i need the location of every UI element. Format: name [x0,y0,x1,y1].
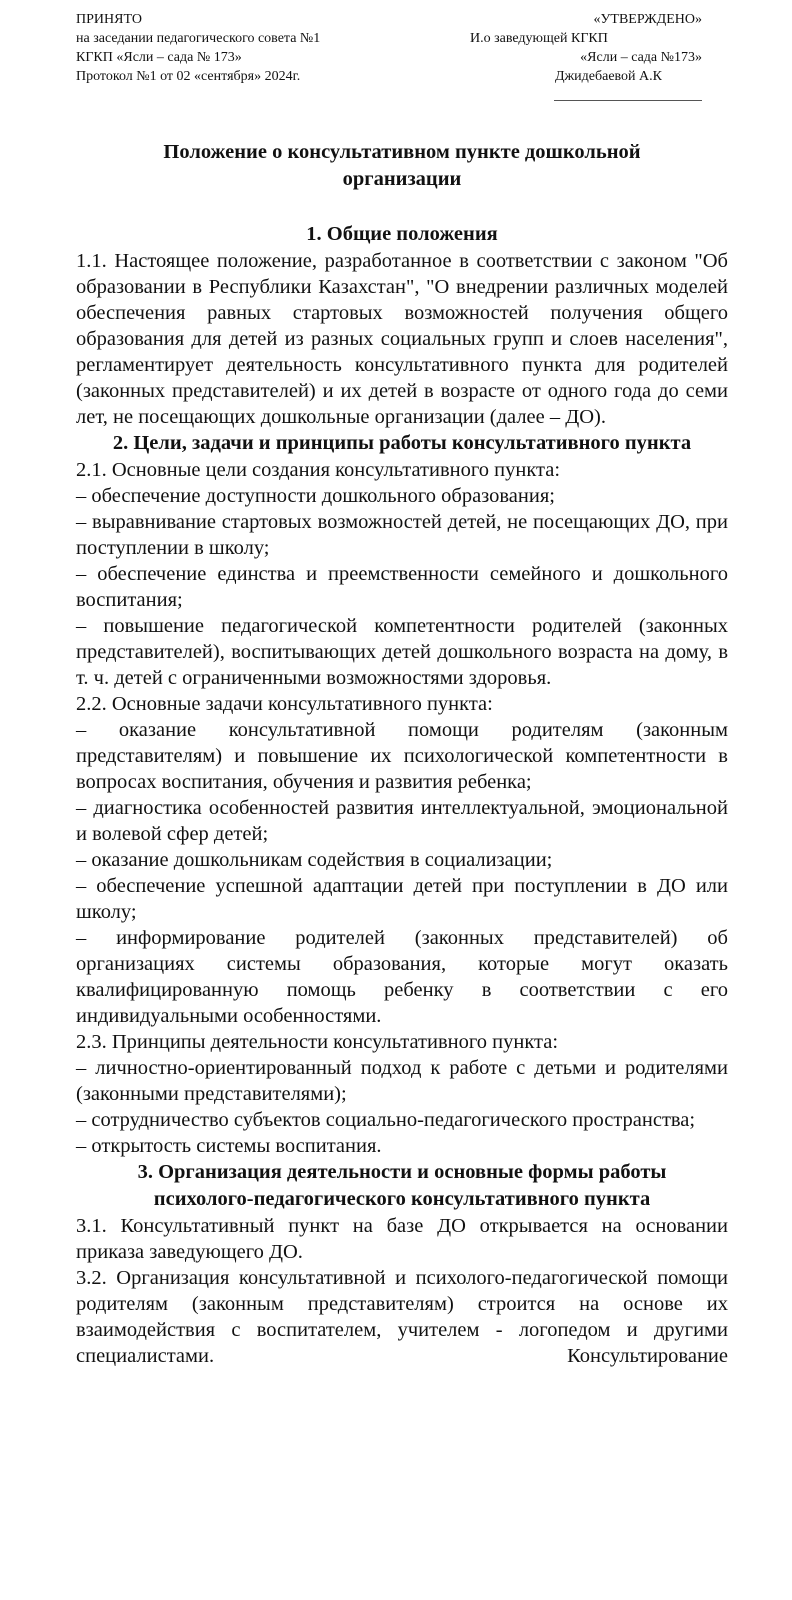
principle-item: – личностно-ориентированный подход к работе с детьми и родителями (законными представителями); [76,1057,728,1105]
section-3-heading: 3. Организация деятельности и основные формы работы психолого-педагогического консультативного пункта [137,1161,667,1210]
approval-block-right [470,10,702,86]
header-left-line: Протокол №1 от 02 «сентября» 2024г. [76,69,301,84]
signature-line [554,100,702,101]
paragraph-1-1: 1.1. Настоящее положение, разработанное в соответствии с законом "Об образовании в Республики Казахстан", "О внедрении различных моделей обеспечения равных стартовых возможностей получения общего образования для детей из разных социальных групп и слоев населения", регламентирует деятельность консультативного пункта для родителей (законных представителей) и их детей в возрасте от одного года до семи лет, не посещающих дошкольные организации (далее – ДО). [76,250,728,428]
principle-item: – открытость системы воспитания. [76,1135,382,1157]
document-title: Положение о консультативном пункте дошкольной организации [163,141,641,190]
paragraph-2-2: 2.2. Основные задачи консультативного пункта: [76,693,493,715]
goal-item: – выравнивание стартовых возможностей детей, не посещающих ДО, при поступлении в школу; [76,511,728,559]
document-body [76,139,728,1369]
paragraph-2-1: 2.1. Основные цели создания консультативного пункта: [76,459,561,481]
goal-item: – повышение педагогической компетентности родителей (законных представителей), воспитывающих детей дошкольного возраста на дому, в т. ч. детей с ограниченными возможностями здоровья. [76,615,728,689]
approval-block-left [76,10,436,86]
header-right-line: Джидебаевой А.К [554,69,662,84]
paragraph-3-1: 3.1. Консультативный пункт на базе ДО открывается на основании приказа заведующего ДО. [76,1215,728,1263]
paragraph-3-2: 3.2. Организация консультативной и психолого-педагогической помощи родителям (законным представителям) строится на основе их взаимодействия с воспитателем, учителем - логопедом и другими специалистами. Консультирование [76,1267,728,1367]
task-item: – оказание дошкольникам содействия в социализации; [76,849,553,871]
header-right-line: «УТВЕРЖДЕНО» [593,12,702,27]
principle-item: – сотрудничество субъектов социально-педагогического пространства; [76,1109,696,1131]
goal-item: – обеспечение доступности дошкольного образования; [76,485,555,507]
task-item: – оказание консультативной помощи родителям (законным представителям) и повышение их психологической компетентности в вопросах воспитания, обучения и развития ребенка; [76,719,728,793]
spacer [76,193,728,221]
task-item: – обеспечение успешной адаптации детей при поступлении в ДО или школу; [76,875,728,923]
paragraph-2-3: 2.3. Принципы деятельности консультативного пункта: [76,1031,559,1053]
goal-item: – обеспечение единства и преемственности семейного и дошкольного воспитания; [76,563,728,611]
header-right-line: «Ясли – сада №173» [580,50,702,65]
task-item: – информирование родителей (законных представителей) об организациях системы образования, которые могут оказать квалифицированную помощь ребенку в соответствии с его индивидуальными особенностями. [76,927,728,1027]
section-2-heading: 2. Цели, задачи и принципы работы консультативного пункта [112,432,692,454]
header-left-line: КГКП «Ясли – сада № 173» [76,50,242,65]
header-left-line: ПРИНЯТО [76,12,142,27]
header-right-line: И.о заведующей КГКП [470,31,608,46]
header-left-line: на заседании педагогического совета №1 [76,31,321,46]
section-1-heading: 1. Общие положения [306,223,498,245]
task-item: – диагностика особенностей развития интеллектуальной, эмоциональной и волевой сфер детей; [76,797,728,845]
